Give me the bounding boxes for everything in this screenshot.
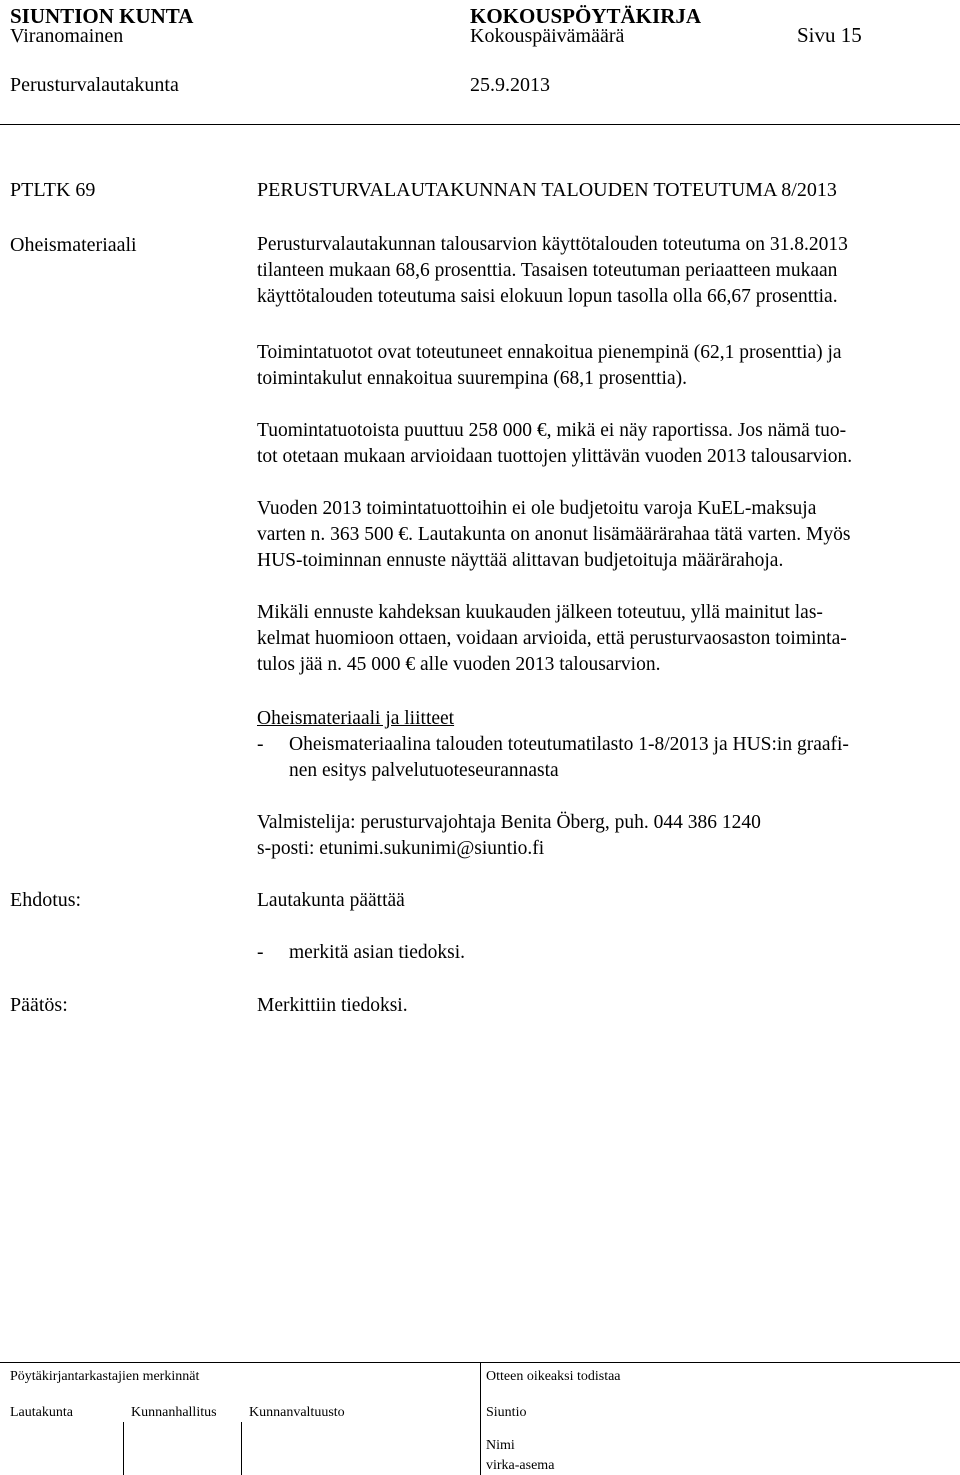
page-number: Sivu 15 (797, 23, 862, 47)
paragraph-5 (257, 600, 957, 678)
proposal-item-text: merkitä asian tiedoksi. (289, 942, 465, 963)
footer-col-divider (123, 1422, 124, 1475)
footer-col-assembly: Kunnanvaltuusto (249, 1405, 345, 1420)
paragraph-line: kelmat huomioon ottaen, voidaan arvioida, että perusturvaosaston toiminta- (257, 628, 847, 649)
paragraph-line: Toimintatuotot ovat toteutuneet ennakoitua pienempinä (62,1 prosenttia) ja (257, 342, 842, 363)
paragraph-line: toimintakulut ennakoitua suurempina (68,1 prosenttia). (257, 368, 687, 389)
decision-text: Merkittiin tiedoksi. (257, 995, 408, 1016)
paragraph-line: tulos jää n. 45 000 € alle vuoden 2013 talousarvion. (257, 654, 661, 675)
proposal-item (257, 940, 957, 966)
paragraph-line: Perusturvalautakunnan talousarvion käyttötalouden toteutuma on 31.8.2013 (257, 234, 848, 255)
paragraph-line: tilanteen mukaan 68,6 prosenttia. Tasaisen toteutuman periaatteen mukaan (257, 260, 838, 281)
footer-place: Siuntio (486, 1405, 527, 1420)
footer-col-board: Lautakunta (10, 1405, 73, 1420)
header-divider (0, 124, 960, 125)
paragraph-2 (257, 340, 957, 392)
paragraph-3 (257, 418, 957, 470)
document-type: KOKOUSPÖYTÄKIRJA (470, 4, 702, 28)
paragraph-line: Vuoden 2013 toimintatuottoihin ei ole budjetoitu varoja KuEL-maksuja (257, 498, 817, 519)
paragraph-line: Mikäli ennuste kahdeksan kuukauden jälkeen toteutuu, yllä mainitut las- (257, 602, 823, 623)
authority-label: Viranomainen (10, 25, 124, 47)
decision-label: Päätös: (10, 994, 68, 1016)
section-label: Oheismateriaali (10, 234, 137, 256)
preparer-info (257, 810, 957, 862)
certified-label: Otteen oikeaksi todistaa (486, 1369, 621, 1384)
proposal-label: Ehdotus: (10, 889, 82, 911)
initials-label: Pöytäkirjantarkastajien merkinnät (10, 1369, 200, 1384)
list-dash: - (257, 734, 264, 755)
paragraph-line: tot otetaan mukaan arvioidaan tuottojen ylittävän vuoden 2013 talousarvion. (257, 446, 853, 467)
attachments-heading: Oheismateriaali ja liitteet (257, 708, 455, 729)
list-dash: - (257, 942, 264, 963)
preparer-line: Valmistelija: perusturvajohtaja Benita Öberg, puh. 044 386 1240 (257, 812, 761, 833)
paragraph-4 (257, 496, 957, 574)
footer-position: virka-asema (486, 1458, 555, 1473)
paragraph-line: käyttötalouden toteutuma saisi elokuun lopun tasolla olla 66,67 prosenttia. (257, 286, 838, 307)
paragraph-line: HUS-toiminnan ennuste näyttää alittavan budjetoituja määrärahoja. (257, 550, 784, 571)
authority-name: Perusturvalautakunta (10, 74, 179, 96)
email-line: s-posti: etunimi.sukunimi@siuntio.fi (257, 838, 545, 859)
footer-col-divider (241, 1422, 242, 1475)
paragraph-line: Tuomintatuotoista puuttuu 258 000 €, mikä ei näy raportissa. Jos nämä tuo- (257, 420, 847, 441)
attachment-item (257, 732, 957, 784)
footer-center-divider (480, 1362, 481, 1475)
item-title: PERUSTURVALAUTAKUNNAN TALOUDEN TOTEUTUMA 8/2013 (257, 179, 837, 201)
paragraph-1 (257, 232, 957, 310)
footer-name: Nimi (486, 1438, 515, 1453)
meeting-date: 25.9.2013 (470, 74, 550, 96)
attachment-line: Oheismateriaalina talouden toteutumatilasto 1-8/2013 ja HUS:in graafi- (289, 734, 849, 755)
meeting-date-label: Kokouspäivämäärä (470, 25, 625, 47)
attachment-line: nen esitys palvelutuoteseurannasta (289, 760, 559, 781)
footer-col-council: Kunnanhallitus (131, 1405, 217, 1420)
paragraph-line: varten n. 363 500 €. Lautakunta on anonut lisämäärärahaa tätä varten. Myös (257, 524, 851, 545)
item-number: PTLTK 69 (10, 179, 96, 201)
municipality-name: SIUNTION KUNTA (10, 4, 194, 28)
proposal-text: Lautakunta päättää (257, 890, 405, 911)
